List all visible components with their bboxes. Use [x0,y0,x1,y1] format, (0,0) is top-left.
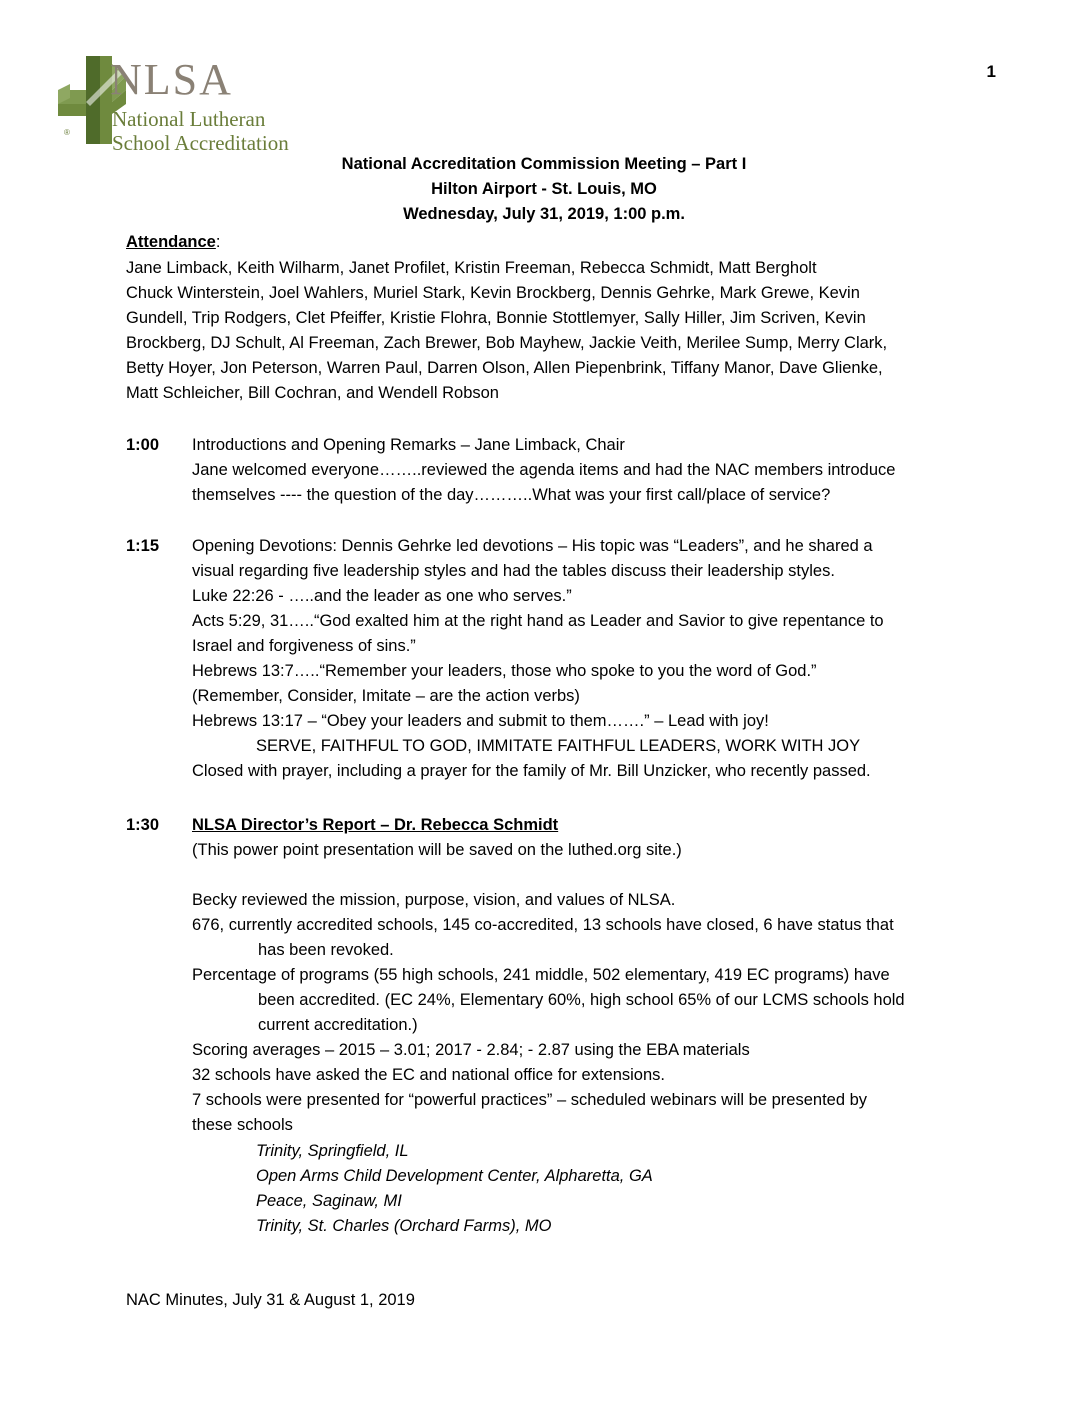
logo-subtitle [112,107,289,156]
action-verbs-note: (Remember, Consider, Imitate – are the action verbs) [192,687,580,706]
report-line-scoring-averages: Scoring averages – 2015 – 3.01; 2017 - 2.84; - 2.87 using the EBA materials [192,1041,750,1060]
title-line-1: National Accreditation Commission Meeting – Part I [341,155,747,173]
attendance-line: Betty Hoyer, Jon Peterson, Warren Paul, Darren Olson, Allen Piepenbrink, Tiffany Manor, Dave Glienke, [126,359,883,378]
attendance-line: Gundell, Trip Rodgers, Clet Pfeiffer, Kristie Flohra, Bonnie Stottlemyer, Sally Hiller, Jim Scriven, Kevin [126,309,866,328]
scripture-luke: Luke 22:26 - …..and the leader as one who serves.” [192,586,572,605]
agenda-time-130: 1:30 [126,815,160,834]
scripture-acts: Acts 5:29, 31…..“God exalted him at the right hand as Leader and Savior to give repentance to [192,612,884,631]
directors-report-heading: NLSA Director’s Report – Dr. Rebecca Schmidt [192,815,559,834]
attendance-line: Jane Limback, Keith Wilharm, Janet Profilet, Kristin Freeman, Rebecca Schmidt, Matt Bergholt [126,259,817,278]
spacer [192,863,962,888]
attendance-line: Matt Schleicher, Bill Cochran, and Wendell Robson [126,384,499,403]
agenda-body-130 [192,813,962,1239]
title-line-3: Wednesday, July 31, 2019, 1:00 p.m. [403,205,685,224]
document-body [126,230,962,1239]
logo-wordmark: NLSA [110,55,233,104]
directors-report-subnote: (This power point presentation will be saved on the luthed.org site.) [192,840,682,859]
nlsa-logo [56,50,356,160]
agenda-item-100 [126,433,962,508]
scripture-hebrews-13-17: Hebrews 13:17 – “Obey your leaders and submit to them…….” – Lead with joy! [192,712,769,731]
attendance-colon: : [215,233,221,251]
spacer [126,785,962,813]
agenda-time-115: 1:15 [126,536,160,555]
school-list-item: Trinity, St. Charles (Orchard Farms), MO [256,1216,552,1235]
report-line-extensions: 32 schools have asked the EC and national office for extensions. [192,1066,665,1085]
attendance-heading [126,230,962,255]
title-line-2: Hilton Airport - St. Louis, MO [431,180,657,199]
agenda-body-100 [192,433,962,508]
report-line-accredited-counts: 676, currently accredited schools, 145 co-accredited, 13 schools have closed, 6 have status that [192,915,894,934]
devotion-summary-line: SERVE, FAITHFUL TO GOD, IMMITATE FAITHFUL LEADERS, WORK WITH JOY [256,737,861,756]
report-line-powerful-practices-cont: these schools [192,1116,293,1135]
closing-prayer-line: Closed with prayer, including a prayer for the family of Mr. Bill Unzicker, who recently passed. [192,762,871,781]
spacer [126,407,962,433]
agenda-time-100: 1:00 [126,435,160,454]
agenda-text-line: themselves ---- the question of the day………..What was your first call/place of service? [192,485,831,504]
attendance-section [126,230,962,407]
attendance-line: Brockberg, DJ Schult, Al Freeman, Zach Brewer, Bob Mayhew, Jackie Veith, Merilee Sump, Merry Clark, [126,334,888,353]
attendance-label: Attendance [126,233,216,251]
report-line-mission: Becky reviewed the mission, purpose, vision, and values of NLSA. [192,890,676,909]
report-line-powerful-practices: 7 schools were presented for “powerful practices” – scheduled webinars will be presented by [192,1091,868,1110]
logo-subtitle-line-1: National Lutheran [112,107,266,131]
agenda-text-line: Opening Devotions: Dennis Gehrke led devotions – His topic was “Leaders”, and he shared a [192,536,873,555]
registered-trademark-mark: ® [64,128,70,137]
page-number: 1 [986,62,996,81]
spacer [126,508,962,534]
school-list-item: Trinity, Springfield, IL [256,1141,409,1160]
agenda-item-130 [126,813,962,1239]
attendance-list [126,256,962,406]
agenda-text-line: visual regarding five leadership styles and had the tables discuss their leadership styles. [192,561,835,580]
school-list-item: Peace, Saginaw, MI [256,1191,402,1210]
logo-subtitle-line-2: School Accreditation [112,131,289,156]
agenda-heading-100: Introductions and Opening Remarks – Jane Limback, Chair [192,435,625,454]
document-footer: NAC Minutes, July 31 & August 1, 2019 [126,1291,415,1309]
report-line-percentages-cont-1: been accredited. (EC 24%, Elementary 60%, high school 65% of our LCMS schools hold [258,991,905,1010]
agenda-item-115 [126,534,962,785]
document-title [120,152,968,227]
agenda-body-115 [192,534,962,785]
attendance-line: Chuck Winterstein, Joel Wahlers, Muriel Stark, Kevin Brockberg, Dennis Gehrke, Mark Grewe, Kevin [126,284,860,303]
report-line-percentages-cont-2: current accreditation.) [258,1016,418,1035]
report-line-percentages: Percentage of programs (55 high schools, 241 middle, 502 elementary, 419 EC programs) have [192,965,890,984]
report-line-accredited-counts-cont: has been revoked. [258,940,394,959]
school-list-item: Open Arms Child Development Center, Alpharetta, GA [256,1166,653,1185]
scripture-acts-cont: Israel and forgiveness of sins.” [192,637,416,656]
scripture-hebrews-13-7: Hebrews 13:7…..“Remember your leaders, those who spoke to you the word of God.” [192,662,817,681]
agenda-text-line: Jane welcomed everyone……..reviewed the agenda items and had the NAC members introduce [192,460,896,479]
